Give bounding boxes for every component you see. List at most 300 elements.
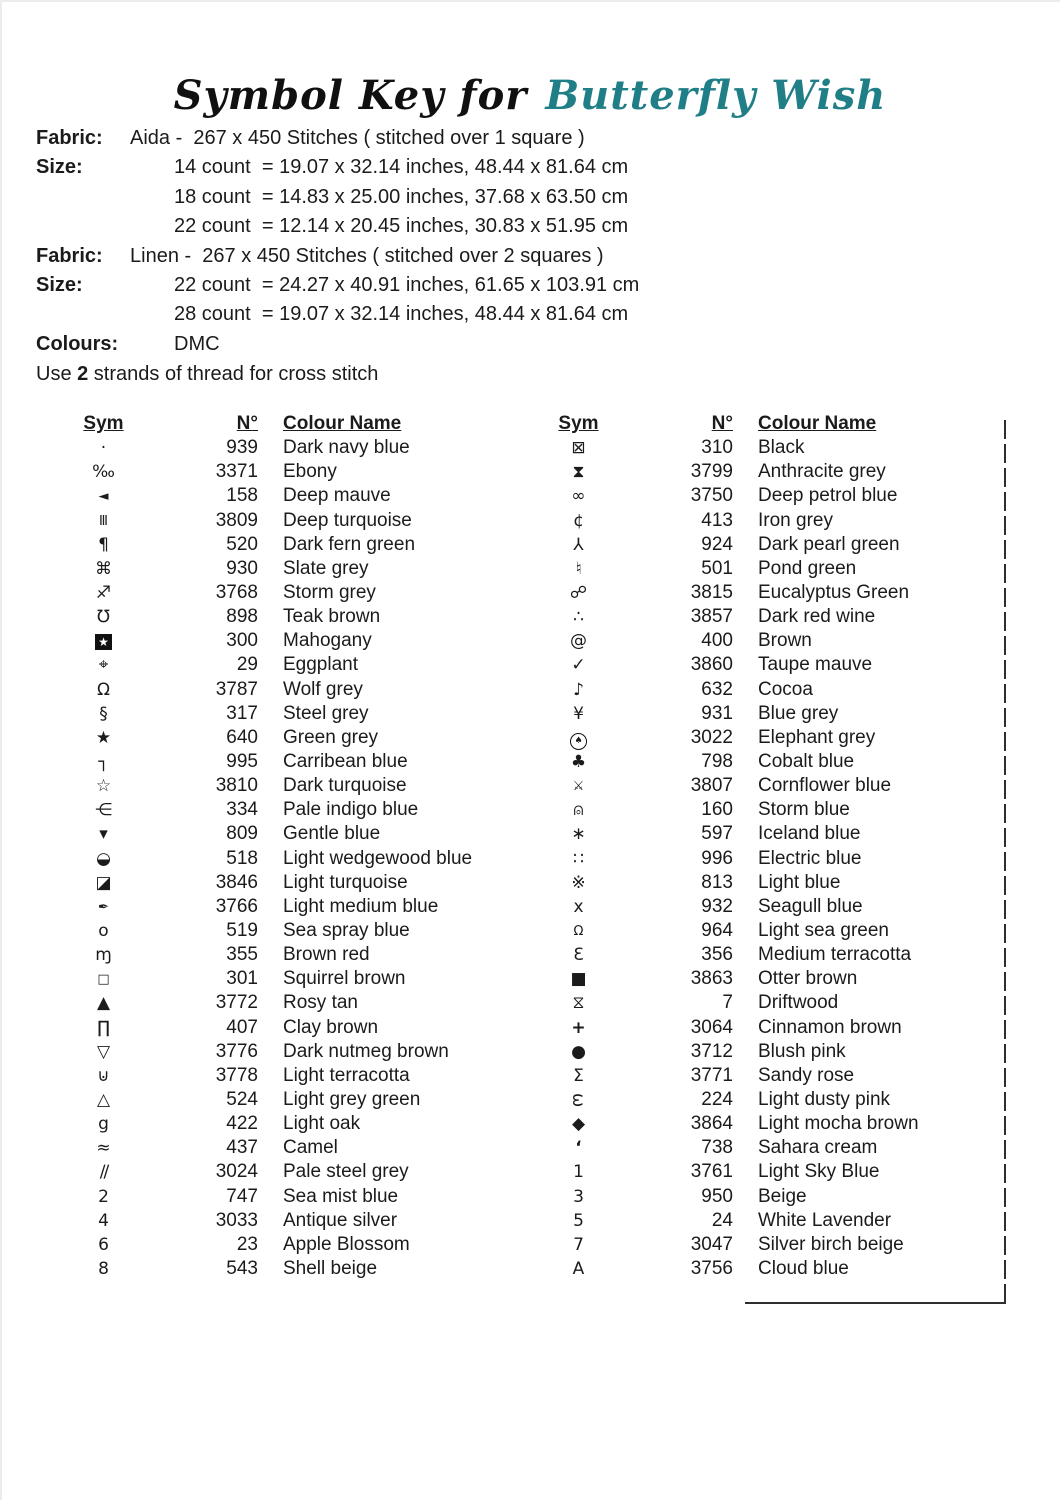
colour-name: Dark turquoise	[283, 775, 407, 797]
stitch-symbol	[36, 1233, 171, 1257]
dmc-number: 23	[236, 1233, 258, 1255]
dmc-number: 422	[226, 1113, 258, 1135]
table-header	[511, 412, 981, 436]
stitch-symbol	[36, 1040, 171, 1064]
colour-name: Light dusty pink	[758, 1088, 891, 1110]
dmc-number: 3863	[690, 968, 733, 990]
dmc-number: 356	[701, 944, 733, 966]
spec-row	[36, 300, 1026, 329]
stitch-symbol	[511, 991, 646, 1015]
stitch-symbol-glyph: ⌖	[98, 655, 109, 676]
table-row	[36, 991, 506, 1015]
dmc-number: 809	[226, 823, 258, 845]
title-pattern-name: Butterfly Wish	[545, 72, 887, 119]
spec-row	[36, 124, 1026, 153]
stitch-symbol	[511, 1088, 646, 1112]
dmc-number: 3761	[690, 1161, 733, 1183]
dmc-number: 738	[701, 1137, 733, 1159]
table-row	[36, 1016, 506, 1040]
stitch-symbol	[36, 750, 171, 774]
table-row	[36, 774, 506, 798]
table-row	[511, 581, 981, 605]
dmc-number: 3064	[690, 1016, 733, 1038]
spec-value: DMC	[174, 332, 220, 355]
table-row	[511, 991, 981, 1015]
table-row	[36, 460, 506, 484]
stitch-symbol-glyph: ♣	[570, 751, 587, 772]
table-row	[36, 943, 506, 967]
dmc-number: 3750	[690, 485, 733, 507]
stitch-symbol-glyph: ℧	[97, 607, 110, 628]
table-row	[511, 750, 981, 774]
stitch-symbol	[36, 966, 171, 992]
stitch-symbol	[36, 894, 171, 920]
stitch-symbol	[36, 1209, 171, 1233]
stitch-symbol-glyph: ♮	[575, 558, 582, 579]
dmc-number: 317	[226, 702, 258, 724]
stitch-symbol-glyph: ♐	[95, 582, 112, 603]
colour-name: Slate grey	[283, 557, 369, 579]
stitch-symbol-glyph: ▾	[99, 824, 108, 845]
stitch-symbol	[36, 653, 171, 677]
colour-name: Shell beige	[283, 1257, 378, 1279]
header-colour-name: Colour Name	[283, 413, 402, 434]
stitch-symbol	[511, 581, 646, 605]
spec-label	[36, 212, 130, 241]
colour-name: Cinnamon brown	[758, 1016, 902, 1038]
colour-name: Taupe mauve	[758, 654, 873, 676]
stitch-symbol	[511, 702, 646, 726]
table-row	[36, 919, 506, 943]
stitch-symbol	[511, 509, 646, 533]
strands-note	[36, 359, 1026, 389]
dmc-number: 3810	[215, 775, 258, 797]
stitch-symbol-glyph: ⧖	[572, 993, 585, 1014]
table-row	[36, 581, 506, 605]
table-header	[36, 412, 506, 436]
stitch-symbol-glyph: §	[99, 703, 108, 724]
spec-label	[36, 183, 130, 212]
table-row	[36, 653, 506, 677]
stitch-symbol-glyph: ·	[100, 438, 107, 459]
stitch-symbol-glyph: ¥	[573, 703, 584, 724]
dmc-number: 437	[226, 1137, 258, 1159]
dmc-number: 7	[722, 992, 733, 1014]
colour-name: Light terracotta	[283, 1064, 410, 1086]
dmc-number: 3857	[690, 606, 733, 628]
colour-name: Blue grey	[758, 702, 839, 724]
stitch-symbol-glyph: ◆	[571, 1114, 586, 1135]
spec-label: Size:	[36, 273, 83, 296]
stitch-symbol-glyph: ┐	[98, 751, 109, 772]
stitch-symbol	[511, 653, 646, 677]
note-strand-count: 2	[77, 363, 89, 386]
table-right-border	[1004, 420, 1006, 1304]
stitch-symbol-glyph: ▲	[96, 993, 111, 1014]
colour-name: Eucalyptus Green	[758, 581, 910, 603]
spec-row	[36, 153, 1026, 182]
stitch-symbol	[36, 1088, 171, 1112]
spec-row	[36, 271, 1026, 300]
stitch-symbol-glyph: @	[570, 631, 587, 652]
stitch-symbol	[511, 1040, 646, 1064]
colour-name: Storm grey	[283, 581, 376, 603]
dmc-number: 400	[701, 630, 733, 652]
stitch-symbol	[36, 1064, 171, 1088]
stitch-symbol-glyph: ⋲	[95, 800, 112, 821]
title-prefix: Symbol Key for	[173, 72, 528, 119]
table-row	[511, 822, 981, 846]
dmc-number: 597	[701, 823, 733, 845]
stitch-symbol-glyph: ∗	[571, 824, 586, 845]
stitch-symbol	[511, 943, 646, 967]
colour-name: Dark pearl green	[758, 533, 900, 555]
table-row	[36, 1185, 506, 1209]
stitch-symbol-glyph: ¶	[98, 534, 109, 555]
header-sym: Sym	[558, 413, 599, 434]
colour-name: Dark red wine	[758, 606, 876, 628]
stitch-symbol-glyph: Ⅲ	[99, 513, 108, 529]
spec-row	[36, 183, 1026, 212]
table-row	[511, 1160, 981, 1184]
table-row	[511, 1040, 981, 1064]
table-row	[511, 726, 981, 750]
dmc-number: 3799	[690, 461, 733, 483]
table-row	[511, 533, 981, 557]
dmc-number: 543	[226, 1257, 258, 1279]
colour-name: Iron grey	[758, 509, 833, 531]
stitch-symbol-glyph: Σ	[573, 1065, 584, 1086]
table-row	[511, 1136, 981, 1160]
stitch-symbol-glyph: △	[96, 1089, 111, 1110]
table-row	[511, 895, 981, 919]
stitch-symbol	[36, 460, 171, 484]
colour-name: Light medium blue	[283, 895, 439, 917]
colour-name: Dark navy blue	[283, 437, 410, 459]
stitch-symbol-glyph: 2	[98, 1186, 109, 1207]
colour-name: Driftwood	[758, 992, 839, 1014]
stitch-symbol-glyph: ‘	[575, 1138, 582, 1159]
stitch-symbol	[511, 629, 646, 653]
table-row	[36, 557, 506, 581]
stitch-symbol-glyph: 5	[573, 1210, 584, 1231]
stitch-symbol	[511, 436, 646, 460]
table-row	[511, 629, 981, 653]
stitch-symbol-glyph: ‰	[92, 462, 115, 483]
stitch-symbol-glyph: ω	[568, 1092, 589, 1108]
dmc-number: 29	[236, 654, 258, 676]
stitch-symbol	[511, 1233, 646, 1257]
dmc-number: 3712	[690, 1040, 733, 1062]
stitch-symbol-glyph: ▽	[96, 1041, 111, 1062]
dmc-number: 950	[701, 1185, 733, 1207]
colour-name: Mahogany	[283, 630, 372, 652]
dmc-number: 24	[711, 1209, 733, 1231]
stitch-symbol	[511, 1257, 646, 1281]
stitch-symbol	[511, 1016, 646, 1040]
colour-name: Light Sky Blue	[758, 1161, 880, 1183]
stitch-symbol-glyph: o	[98, 920, 109, 941]
colour-name: Green grey	[283, 726, 379, 748]
stitch-symbol	[36, 581, 171, 605]
header-number: N°	[711, 413, 733, 434]
spec-value: 28 count = 19.07 x 32.14 inches, 48.44 x 81.64 cm	[174, 303, 629, 326]
dmc-number: 3772	[215, 992, 258, 1014]
stitch-symbol	[511, 1112, 646, 1136]
colour-name: Sahara cream	[758, 1137, 878, 1159]
dmc-number: 3809	[215, 509, 258, 531]
stitch-symbol	[36, 483, 171, 509]
stitch-symbol-glyph: 6	[98, 1234, 109, 1255]
dmc-number: 924	[701, 533, 733, 555]
spec-row	[36, 242, 1026, 271]
dmc-number: 3756	[690, 1257, 733, 1279]
symbol-key-column-right	[511, 412, 981, 1281]
stitch-symbol	[36, 919, 171, 943]
colour-name: Deep petrol blue	[758, 485, 898, 507]
dmc-number: 355	[226, 944, 258, 966]
dmc-number: 3047	[690, 1233, 733, 1255]
stitch-symbol	[511, 798, 646, 822]
stitch-symbol	[511, 773, 646, 799]
stitch-symbol-glyph: ∷	[573, 848, 584, 869]
table-row	[511, 1209, 981, 1233]
colour-name: Electric blue	[758, 847, 862, 869]
colour-name: Rosy tan	[283, 992, 358, 1014]
colour-name: Cloud blue	[758, 1257, 849, 1279]
stitch-symbol	[511, 533, 646, 557]
colour-name: Apple Blossom	[283, 1233, 410, 1255]
dmc-number: 3771	[690, 1064, 733, 1086]
dmc-number: 160	[701, 799, 733, 821]
stitch-symbol	[36, 678, 171, 702]
table-row	[511, 1016, 981, 1040]
table-row	[36, 605, 506, 629]
table-row	[511, 1185, 981, 1209]
colour-name: Clay brown	[283, 1016, 379, 1038]
dmc-number: 3022	[690, 726, 733, 748]
table-row	[36, 895, 506, 919]
table-row	[511, 653, 981, 677]
stitch-symbol	[511, 847, 646, 871]
dmc-number: 524	[226, 1088, 258, 1110]
colour-name: Otter brown	[758, 968, 858, 990]
dmc-number: 939	[226, 437, 258, 459]
colour-name: Antique silver	[283, 1209, 398, 1231]
stitch-symbol-glyph: ☆	[95, 776, 112, 797]
table-row	[36, 629, 506, 653]
colour-name: Anthracite grey	[758, 461, 886, 483]
stitch-symbol-glyph: Ɛ	[573, 945, 584, 966]
colour-name: Cobalt blue	[758, 750, 855, 772]
stitch-symbol-glyph: ✓	[571, 655, 586, 676]
colour-name: Steel grey	[283, 702, 369, 724]
stitch-symbol	[36, 774, 171, 798]
dmc-number: 3846	[215, 871, 258, 893]
stitch-symbol	[511, 1185, 646, 1209]
dmc-number: 798	[701, 750, 733, 772]
stitch-symbol-glyph: ⌘	[95, 558, 112, 579]
stitch-symbol-glyph: ★	[95, 727, 112, 748]
header-sym: Sym	[83, 413, 124, 434]
stitch-symbol	[36, 726, 171, 750]
stitch-symbol-glyph: ∕∕	[99, 1162, 108, 1183]
symbol-key-column-left	[36, 412, 506, 1281]
table-row	[511, 557, 981, 581]
pattern-specs	[36, 124, 1026, 389]
stitch-symbol-glyph: ⊠	[571, 438, 586, 459]
stitch-symbol	[511, 895, 646, 919]
stitch-symbol	[36, 702, 171, 726]
stitch-symbol	[511, 1064, 646, 1088]
stitch-symbol	[511, 605, 646, 629]
stitch-symbol	[511, 871, 646, 895]
colour-name: Sandy rose	[758, 1064, 855, 1086]
table-row	[36, 1064, 506, 1088]
dmc-number: 518	[226, 847, 258, 869]
spec-value: 18 count = 14.83 x 25.00 inches, 37.68 x 63.50 cm	[174, 185, 629, 208]
table-row	[36, 484, 506, 508]
dmc-number: 930	[226, 557, 258, 579]
colour-name: Deep mauve	[283, 485, 391, 507]
stitch-symbol-glyph: ◒	[96, 848, 111, 869]
dmc-number: 301	[226, 968, 258, 990]
colour-name: Silver birch beige	[758, 1233, 904, 1255]
dmc-number: 3776	[215, 1040, 258, 1062]
dmc-number: 632	[701, 678, 733, 700]
colour-name: Light wedgewood blue	[283, 847, 473, 869]
dmc-number: 158	[226, 485, 258, 507]
stitch-symbol	[36, 1136, 171, 1160]
colour-name: Beige	[758, 1185, 807, 1207]
page-title	[0, 72, 1060, 119]
dmc-number: 407	[226, 1016, 258, 1038]
stitch-symbol-glyph: ♠	[570, 733, 587, 750]
stitch-symbol	[36, 1185, 171, 1209]
colour-name: Medium terracotta	[758, 944, 912, 966]
stitch-symbol	[511, 678, 646, 702]
colour-name: Ebony	[283, 461, 337, 483]
table-row	[511, 774, 981, 798]
stitch-symbol-glyph: ☍	[569, 582, 588, 603]
table-row	[511, 798, 981, 822]
stitch-symbol-glyph: ∞	[571, 486, 586, 507]
colour-name: Squirrel brown	[283, 968, 406, 990]
colour-name: Carribean blue	[283, 750, 408, 772]
stitch-symbol	[511, 750, 646, 774]
stitch-symbol	[36, 798, 171, 822]
stitch-symbol	[36, 943, 171, 967]
stitch-symbol	[36, 436, 171, 460]
stitch-symbol	[511, 484, 646, 508]
note-text: Use	[36, 363, 78, 386]
table-row	[511, 1233, 981, 1257]
table-row	[36, 750, 506, 774]
stitch-symbol-glyph: ¢	[573, 510, 584, 531]
stitch-symbol-glyph: ●	[571, 1041, 586, 1062]
table-row	[36, 702, 506, 726]
dmc-number: 931	[701, 702, 733, 724]
colour-name: Gentle blue	[283, 823, 381, 845]
colour-name: Deep turquoise	[283, 509, 412, 531]
table-row	[511, 1088, 981, 1112]
stitch-symbol	[511, 557, 646, 581]
dmc-number: 3033	[215, 1209, 258, 1231]
spec-value: 22 count = 12.14 x 20.45 inches, 30.83 x 51.95 cm	[174, 215, 629, 238]
stitch-symbol-glyph: ɱ	[95, 945, 112, 966]
dmc-number: 995	[226, 750, 258, 772]
dmc-number: 3815	[690, 581, 733, 603]
stitch-symbol-glyph: ✒	[98, 899, 109, 915]
table-row	[511, 605, 981, 629]
colour-name: Dark nutmeg brown	[283, 1040, 449, 1062]
table-row	[36, 1209, 506, 1233]
spec-value: 14 count = 19.07 x 32.14 inches, 48.44 x 81.64 cm	[174, 156, 629, 179]
stitch-symbol-glyph: 3	[573, 1186, 584, 1207]
colour-name: Sea spray blue	[283, 919, 410, 941]
table-row	[36, 436, 506, 460]
stitch-symbol-glyph: +	[571, 1017, 586, 1038]
stitch-symbol	[36, 605, 171, 629]
table-row	[511, 847, 981, 871]
stitch-symbol-glyph: ★	[95, 634, 112, 650]
table-row	[511, 484, 981, 508]
stitch-symbol-glyph: ⅄	[573, 534, 584, 555]
table-row	[511, 1064, 981, 1088]
table-row	[511, 436, 981, 460]
stitch-symbol-glyph: ⊍	[97, 1065, 110, 1086]
stitch-symbol	[36, 847, 171, 871]
stitch-symbol-glyph: Ω	[573, 923, 584, 939]
colour-name: Black	[758, 437, 805, 459]
dmc-number: 334	[226, 799, 258, 821]
stitch-symbol-glyph: ※	[571, 872, 586, 893]
table-row	[36, 798, 506, 822]
dmc-number: 520	[226, 533, 258, 555]
table-row	[511, 943, 981, 967]
stitch-symbol	[511, 822, 646, 846]
stitch-symbol	[511, 1209, 646, 1233]
colour-name: Cornflower blue	[758, 775, 892, 797]
spec-row	[36, 330, 1026, 359]
table-row	[36, 847, 506, 871]
stitch-symbol	[36, 629, 171, 653]
dmc-number: 964	[701, 919, 733, 941]
colour-name: Brown	[758, 630, 812, 652]
colour-name: Storm blue	[758, 799, 850, 821]
stitch-symbol	[36, 557, 171, 581]
table-row	[36, 871, 506, 895]
header-number: N°	[236, 413, 258, 434]
table-row	[511, 967, 981, 991]
dmc-number: 413	[701, 509, 733, 531]
stitch-symbol	[511, 918, 646, 944]
stitch-symbol	[511, 1160, 646, 1184]
colour-name: Light grey green	[283, 1088, 421, 1110]
stitch-symbol	[511, 967, 646, 991]
stitch-symbol-glyph: ∴	[573, 607, 584, 628]
colour-name: Blush pink	[758, 1040, 846, 1062]
table-row	[36, 726, 506, 750]
stitch-symbol-glyph: 7	[573, 1234, 584, 1255]
table-row	[511, 1257, 981, 1281]
dmc-number: 3864	[690, 1113, 733, 1135]
note-text: strands of thread for cross stitch	[88, 363, 379, 386]
stitch-symbol	[36, 533, 171, 557]
stitch-symbol-glyph: ◪	[95, 872, 112, 893]
header-colour-name: Colour Name	[758, 413, 877, 434]
stitch-symbol-glyph: ◄	[98, 489, 109, 505]
